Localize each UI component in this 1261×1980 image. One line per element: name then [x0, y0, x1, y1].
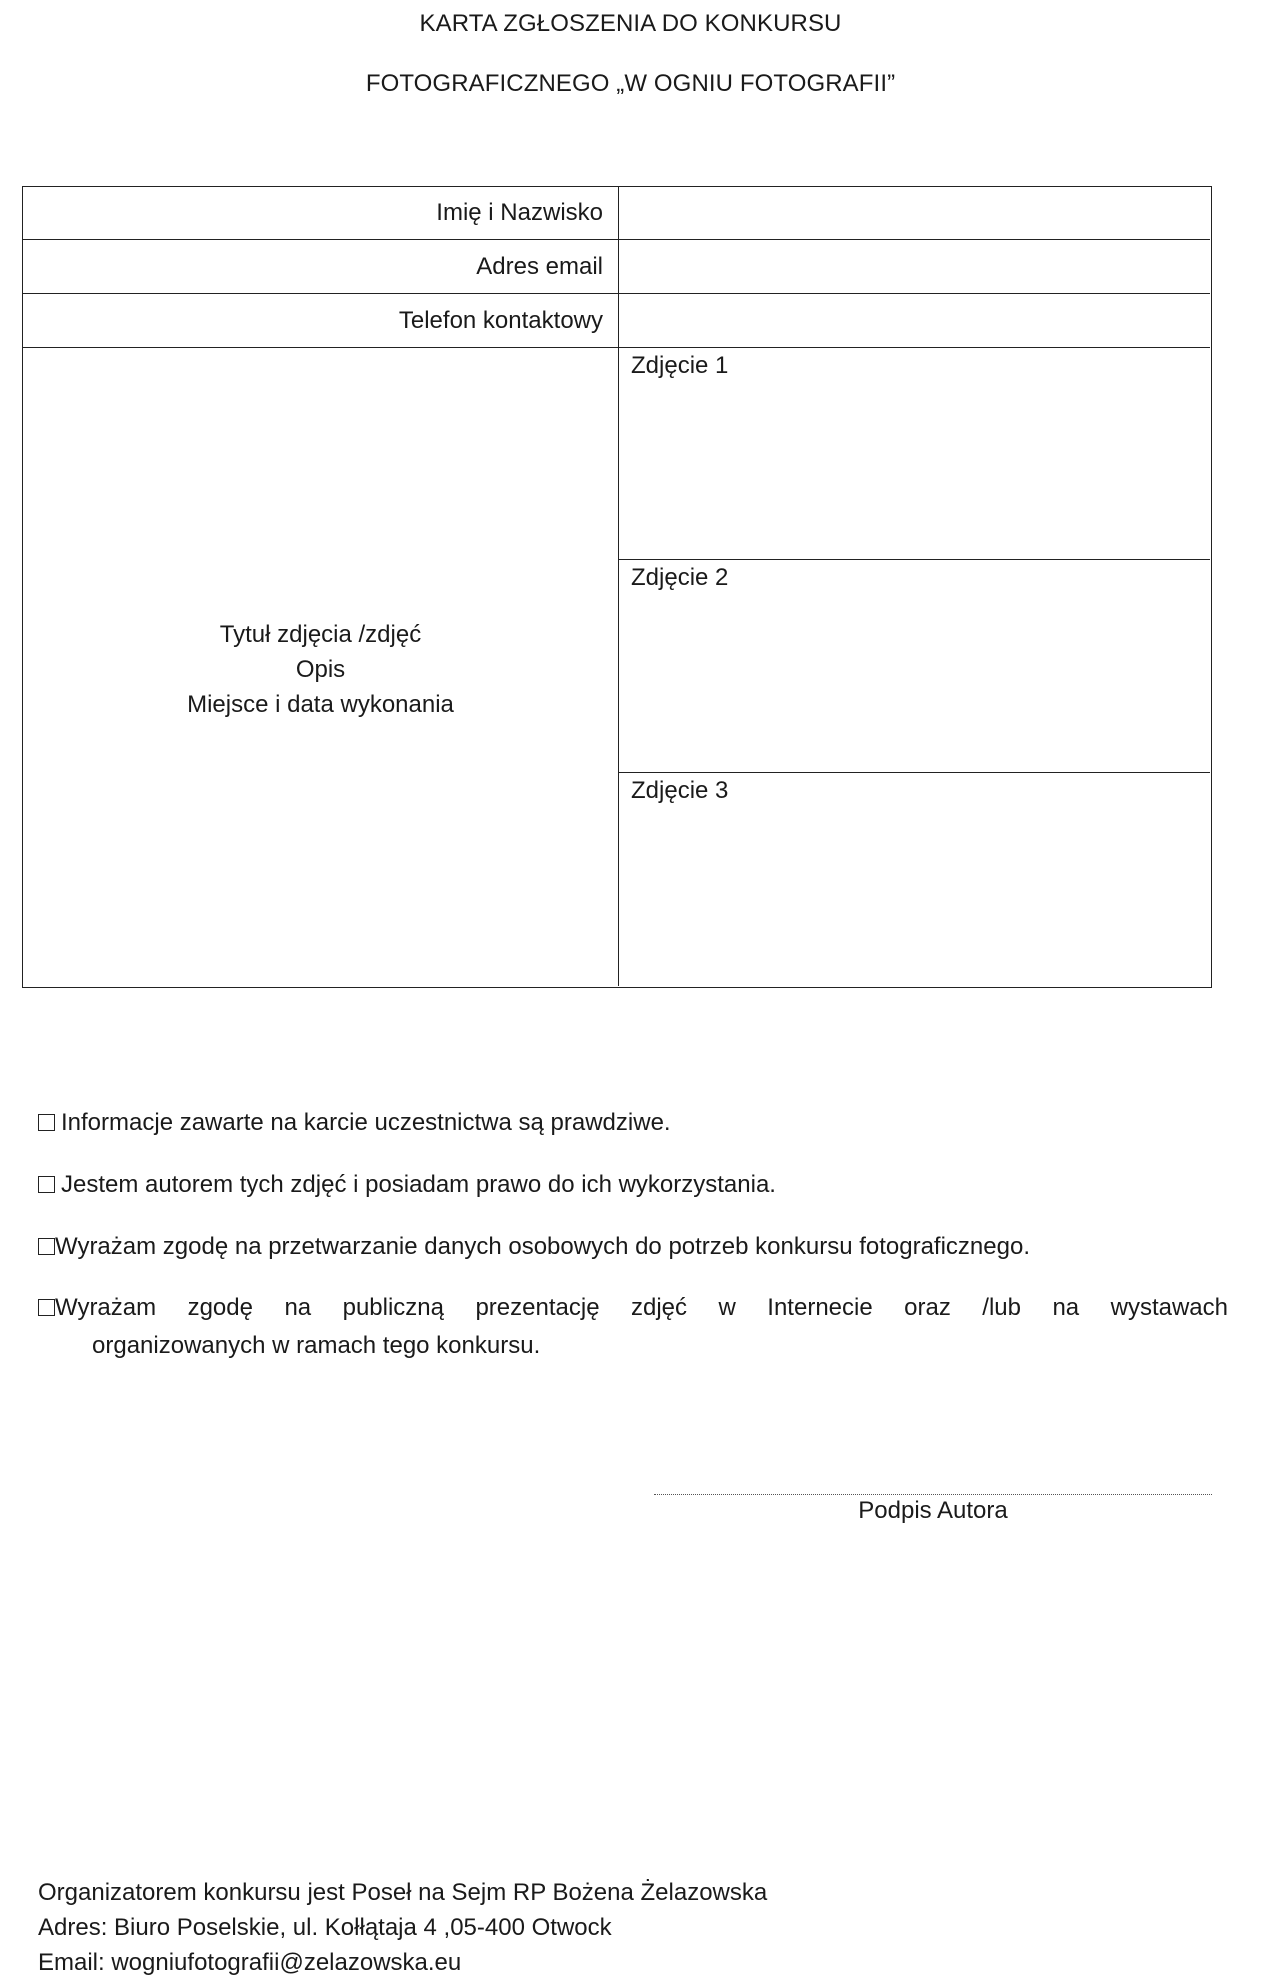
address-line: Adres: Biuro Poselskie, ul. Kołłątaja 4 ,05-400 Otwock	[38, 1914, 612, 1941]
row-divider	[23, 293, 1210, 294]
organizer-footer	[38, 1875, 767, 1980]
photo-title-label: Tytuł zdjęcia /zdjęć	[219, 621, 422, 648]
row-divider	[23, 239, 1210, 240]
consent-checkbox[interactable]	[38, 1176, 55, 1193]
signature-line[interactable]	[654, 1494, 1212, 1495]
consent-checkbox[interactable]	[38, 1299, 55, 1316]
name-label: Imię i Nazwisko	[436, 199, 603, 226]
email-label: Adres email	[476, 253, 603, 280]
photo-3-field[interactable]: Zdjęcie 3	[631, 777, 729, 804]
photo-divider	[618, 772, 1210, 773]
consent-item	[38, 1289, 1228, 1365]
signature-label: Podpis Autora	[858, 1497, 1008, 1524]
consent-text-continuation: organizowanych w ramach tego konkursu.	[92, 1332, 541, 1359]
consent-text: Informacje zawarte na karcie uczestnictwa są prawdziwe.	[61, 1109, 671, 1136]
photo-2-field[interactable]: Zdjęcie 2	[631, 564, 729, 591]
photo-details-label	[23, 617, 618, 722]
organizer-line: Organizatorem konkursu jest Poseł na Sejm RP Bożena Żelazowska	[38, 1879, 768, 1906]
consent-text: Jestem autorem tych zdjęć i posiadam prawo do ich wykorzystania.	[61, 1171, 776, 1198]
form-title-line2: FOTOGRAFICZNEGO „W OGNIU FOTOGRAFII”	[365, 70, 896, 97]
photo-description-label: Opis	[295, 656, 346, 683]
consent-text: Wyrażam zgodę na przetwarzanie danych osobowych do potrzeb konkursu fotograficznego.	[55, 1233, 1030, 1260]
photo-1-field[interactable]: Zdjęcie 1	[631, 352, 729, 379]
column-divider	[618, 187, 619, 986]
consent-text-line	[38, 1289, 1228, 1327]
photo-place-date-label: Miejsce i data wykonania	[187, 691, 454, 718]
consent-checkbox[interactable]	[38, 1238, 55, 1255]
consent-item	[38, 1228, 1228, 1266]
form-title-line1: KARTA ZGŁOSZENIA DO KONKURSU	[419, 10, 842, 37]
photo-divider	[618, 559, 1210, 560]
consent-item	[38, 1166, 1228, 1204]
consent-text: Wyrażam zgodę na publiczną prezentację zdjęć w Internecie oraz /lub na wystawach	[55, 1294, 1228, 1321]
email-line: Email: wogniufotografii@zelazowska.eu	[38, 1949, 462, 1976]
consent-checkbox[interactable]	[38, 1114, 55, 1131]
row-divider	[23, 347, 1210, 348]
phone-label: Telefon kontaktowy	[398, 307, 603, 334]
application-form-table	[22, 186, 1212, 988]
consent-item	[38, 1104, 1228, 1142]
